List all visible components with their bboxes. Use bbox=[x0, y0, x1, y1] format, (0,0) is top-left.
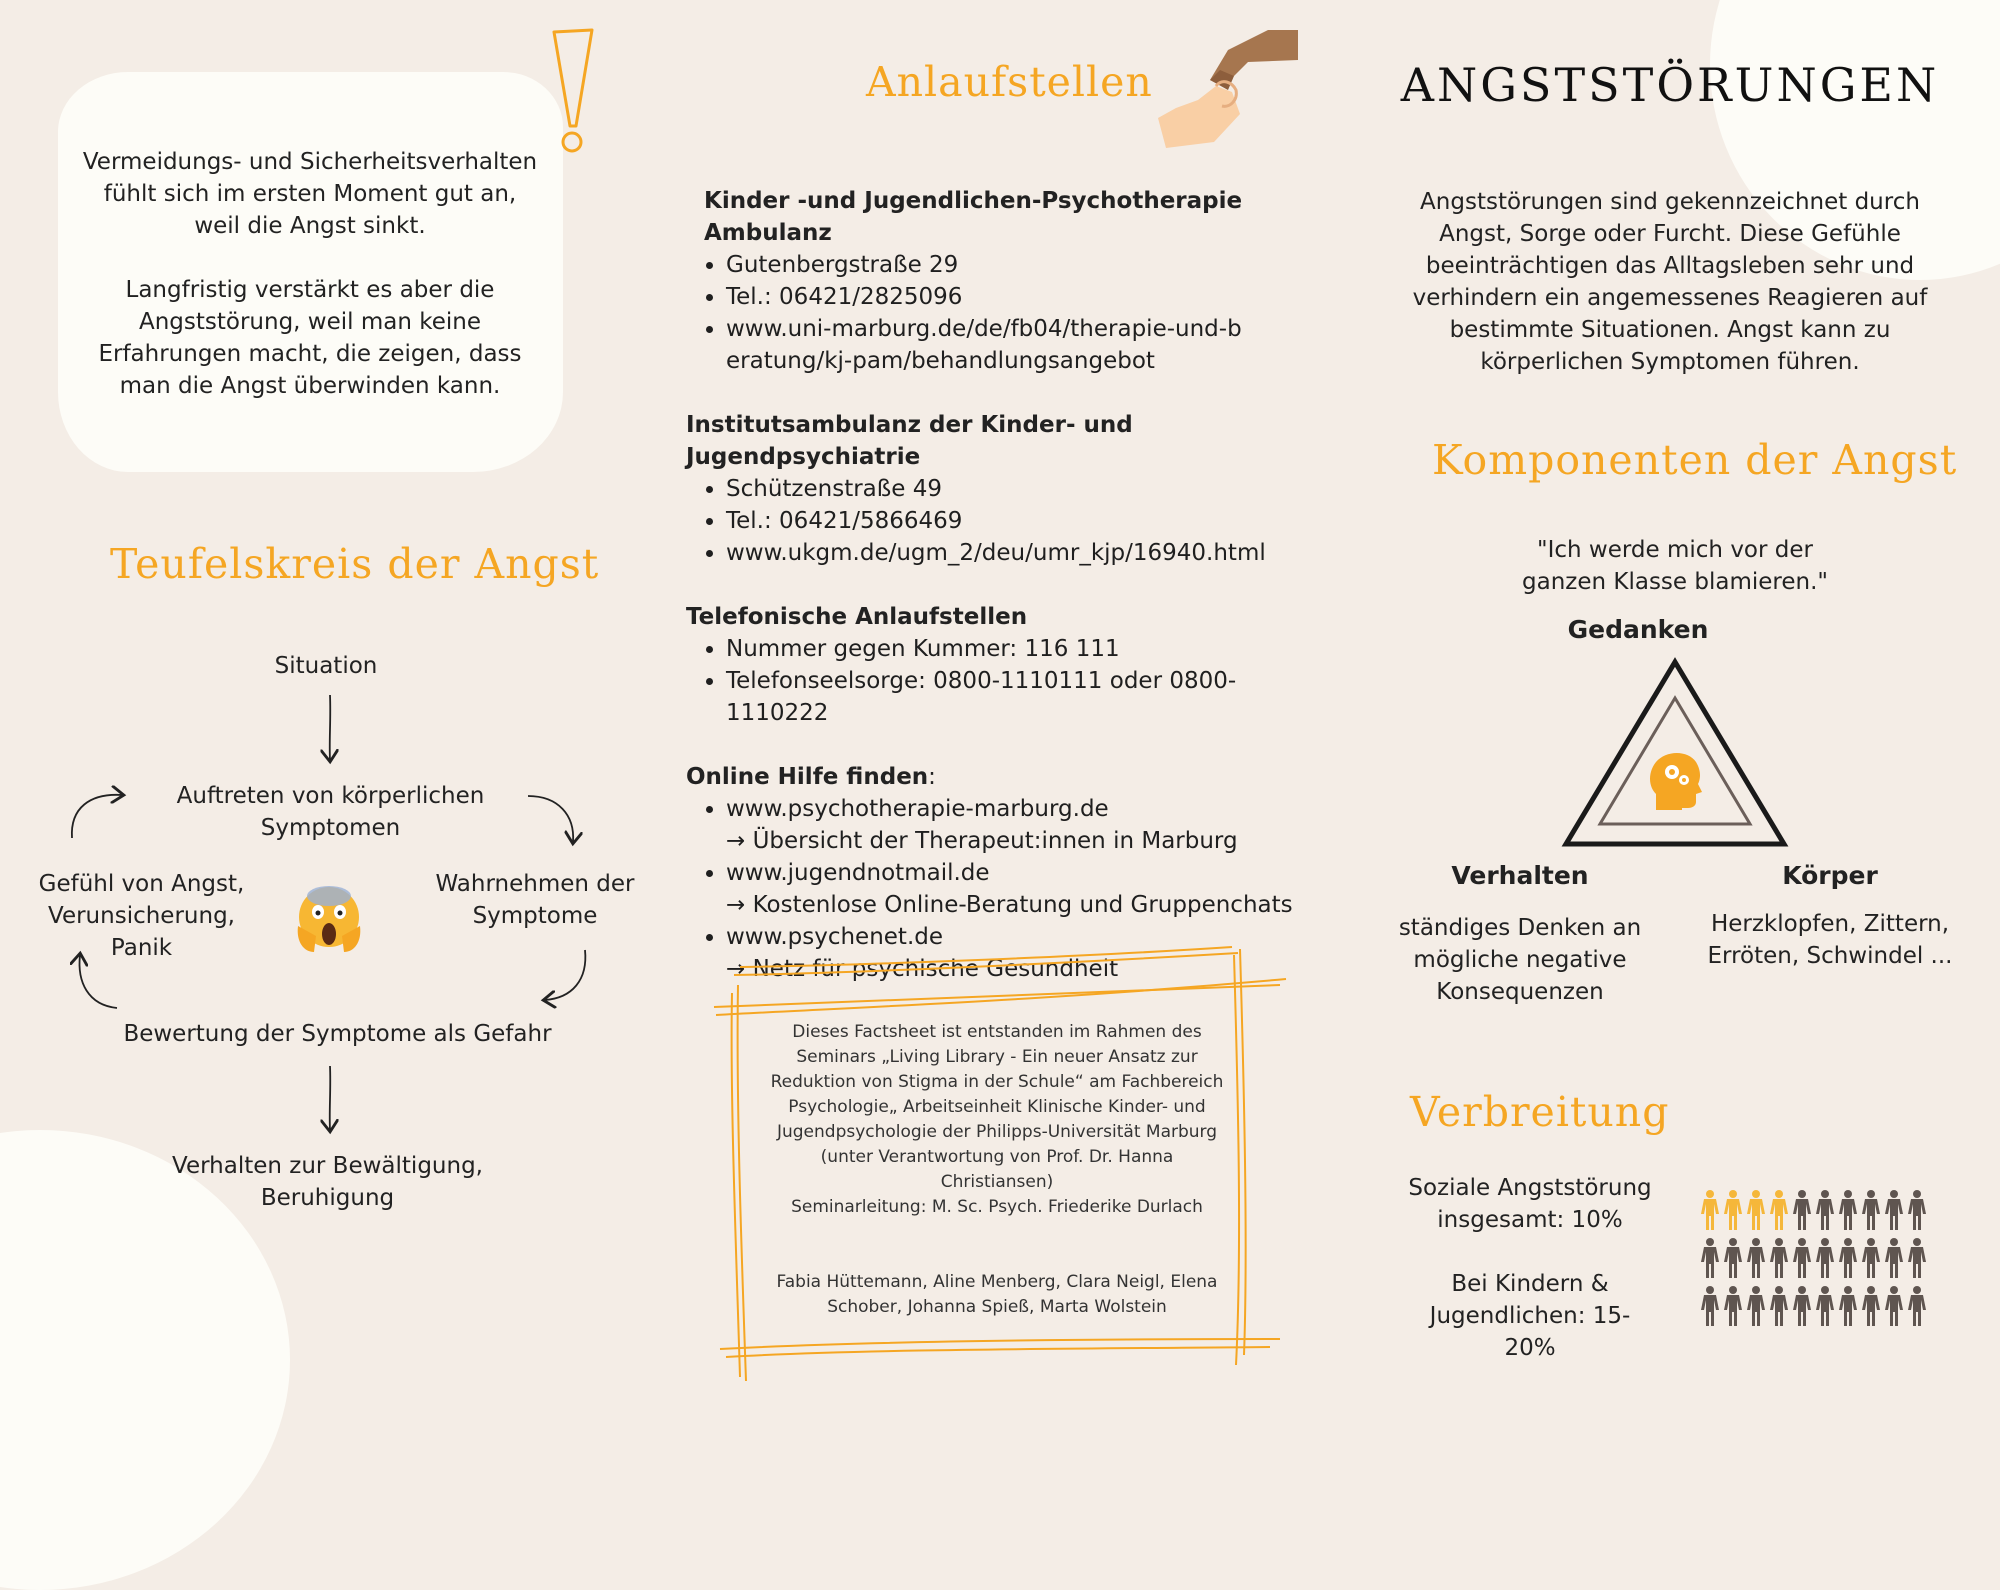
online-desc-2: → Kostenlose Online-Beratung und Gruppenchats bbox=[726, 892, 1293, 918]
warning-text-2: Langfristig verstärkt es aber die Angststörung, weil man keine Erfahrungen macht, die zeigen, dass man die Angst überwinden kann. bbox=[98, 277, 522, 399]
person-icon bbox=[1861, 1238, 1881, 1278]
components-title: Komponenten der Angst bbox=[1432, 436, 1958, 484]
cycle-symptoms: Auftreten von körperlichen Symptomen bbox=[176, 783, 485, 841]
page-title: ANGSTSTÖRUNGEN bbox=[1400, 58, 1940, 112]
person-icon bbox=[1907, 1238, 1927, 1278]
online-url-2[interactable]: www.jugendnotmail.de bbox=[726, 860, 990, 886]
online-item-2 bbox=[726, 857, 1326, 921]
behavior-text: ständiges Denken an mögliche negative Konsequenzen bbox=[1398, 915, 1642, 1005]
thinking-head-icon bbox=[1646, 750, 1706, 812]
scream-emoji-icon bbox=[294, 884, 364, 954]
prevalence-youth: Bei Kindern & Jugendlichen: 15-20% bbox=[1429, 1271, 1631, 1361]
prevalence-social: Soziale Angststörung insgesamt: 10% bbox=[1408, 1175, 1652, 1233]
person-icon bbox=[1815, 1286, 1835, 1326]
phone-seelsorge: • Telefonseelsorge: 0800-1110111 oder 0800-1110222 bbox=[726, 665, 1326, 729]
cycle-arrows bbox=[0, 0, 700, 1250]
intro-text: Angststörungen sind gekennzeichnet durch Angst, Sorge oder Furcht. Diese Gefühle beeinträchtigen das Alltagsleben sehr und verhindern ein angemessenes Reagieren auf bestimmte Situationen. Angst kann zu körperlichen Symptomen führen. bbox=[1412, 189, 1928, 375]
components-quote: "Ich werde mich vor der ganzen Klasse blamieren." bbox=[1522, 537, 1828, 595]
person-icon bbox=[1815, 1190, 1835, 1230]
person-icon bbox=[1861, 1286, 1881, 1326]
helping-hands-icon bbox=[1158, 30, 1298, 148]
contact-2-phone: • Tel.: 06421/5866469 bbox=[726, 505, 1326, 537]
person-icon bbox=[1700, 1190, 1720, 1230]
person-icon bbox=[1723, 1190, 1743, 1230]
online-heading: Online Hilfe finden bbox=[686, 764, 929, 790]
person-icon bbox=[1746, 1286, 1766, 1326]
cycle-perception: Wahrnehmen der Symptome bbox=[435, 871, 635, 929]
credits-seminar-lead: Seminarleitung: M. Sc. Psych. Friederike Durlach bbox=[791, 1197, 1203, 1217]
person-icon bbox=[1723, 1238, 1743, 1278]
person-icon bbox=[1769, 1286, 1789, 1326]
person-icon bbox=[1884, 1238, 1904, 1278]
cycle-situation: Situation bbox=[274, 653, 378, 679]
person-icon bbox=[1838, 1286, 1858, 1326]
person-icon bbox=[1792, 1286, 1812, 1326]
contact-1-phone: • Tel.: 06421/2825096 bbox=[726, 281, 1326, 313]
person-icon bbox=[1907, 1190, 1927, 1230]
online-url-3[interactable]: www.psychenet.de bbox=[726, 924, 944, 950]
contact-2-url[interactable]: • www.ukgm.de/ugm_2/deu/umr_kjp/16940.html bbox=[726, 537, 1326, 569]
person-icon bbox=[1815, 1238, 1835, 1278]
cycle-evaluation: Bewertung der Symptome als Gefahr bbox=[123, 1021, 552, 1047]
contact-1-address: • Gutenbergstraße 29 bbox=[726, 249, 1326, 281]
phone-kummer: • Nummer gegen Kummer: 116 111 bbox=[726, 633, 1326, 665]
online-item-1 bbox=[726, 793, 1326, 857]
person-icon bbox=[1884, 1190, 1904, 1230]
label-body: Körper bbox=[1782, 861, 1878, 890]
people-grid bbox=[1700, 1190, 1930, 1330]
person-icon bbox=[1746, 1190, 1766, 1230]
contact-2-address: • Schützenstraße 49 bbox=[726, 473, 1326, 505]
person-icon bbox=[1884, 1286, 1904, 1326]
person-icon bbox=[1907, 1286, 1927, 1326]
person-icon bbox=[1792, 1238, 1812, 1278]
label-thoughts: Gedanken bbox=[1567, 615, 1709, 644]
person-icon bbox=[1746, 1238, 1766, 1278]
cycle-coping: Verhalten zur Bewältigung, Beruhigung bbox=[172, 1153, 483, 1211]
body-text: Herzklopfen, Zittern, Erröten, Schwindel ... bbox=[1707, 911, 1953, 969]
contact-heading-3: Telefonische Anlaufstellen bbox=[686, 604, 1028, 630]
person-icon bbox=[1792, 1190, 1812, 1230]
online-desc-3: → Netz für psychische Gesundheit bbox=[726, 956, 1119, 982]
person-icon bbox=[1769, 1238, 1789, 1278]
person-icon bbox=[1838, 1238, 1858, 1278]
person-icon bbox=[1861, 1190, 1881, 1230]
online-desc-1: → Übersicht der Therapeut:innen in Marburg bbox=[726, 828, 1238, 854]
prevalence-title: Verbreitung bbox=[1410, 1088, 1670, 1136]
contact-heading-2: Institutsambulanz der Kinder- und Jugendpsychiatrie bbox=[686, 412, 1133, 470]
person-icon bbox=[1700, 1238, 1720, 1278]
online-url-1[interactable]: www.psychotherapie-marburg.de bbox=[726, 796, 1109, 822]
person-icon bbox=[1769, 1190, 1789, 1230]
credits-text: Dieses Factsheet ist entstanden im Rahmen des Seminars „Living Library - Ein neuer Ansatz zur Reduktion von Stigma in der Schule“ am Fachbereich Psychologie„ Arbeitseinheit Klinische Kinder- und Jugendpsychologie der Philipps-Universität Marburg (unter Verantwortung von Prof. Dr. Hanna Christiansen) bbox=[770, 1022, 1224, 1192]
warning-text-1: Vermeidungs- und Sicherheitsverhalten fühlt sich im ersten Moment gut an, weil die Angst sinkt. bbox=[82, 149, 538, 239]
contacts-title: Anlaufstellen bbox=[866, 58, 1153, 106]
person-icon bbox=[1838, 1190, 1858, 1230]
cycle-feeling: Gefühl von Angst, Verunsicherung, Panik bbox=[38, 871, 245, 961]
label-behavior: Verhalten bbox=[1451, 861, 1589, 890]
contact-heading-1: Kinder -und Jugendlichen-Psychotherapie Ambulanz bbox=[704, 188, 1243, 246]
cycle-title: Teufelskreis der Angst bbox=[110, 540, 600, 588]
person-icon bbox=[1700, 1286, 1720, 1326]
person-icon bbox=[1723, 1286, 1743, 1326]
contact-1-url[interactable]: • www.uni-marburg.de/de/fb04/therapie-und-beratung/kj-pam/behandlungsangebot bbox=[726, 313, 1246, 377]
credits-authors: Fabia Hüttemann, Aline Menberg, Clara Neigl, Elena Schober, Johanna Spieß, Marta Wolstein bbox=[776, 1272, 1218, 1317]
